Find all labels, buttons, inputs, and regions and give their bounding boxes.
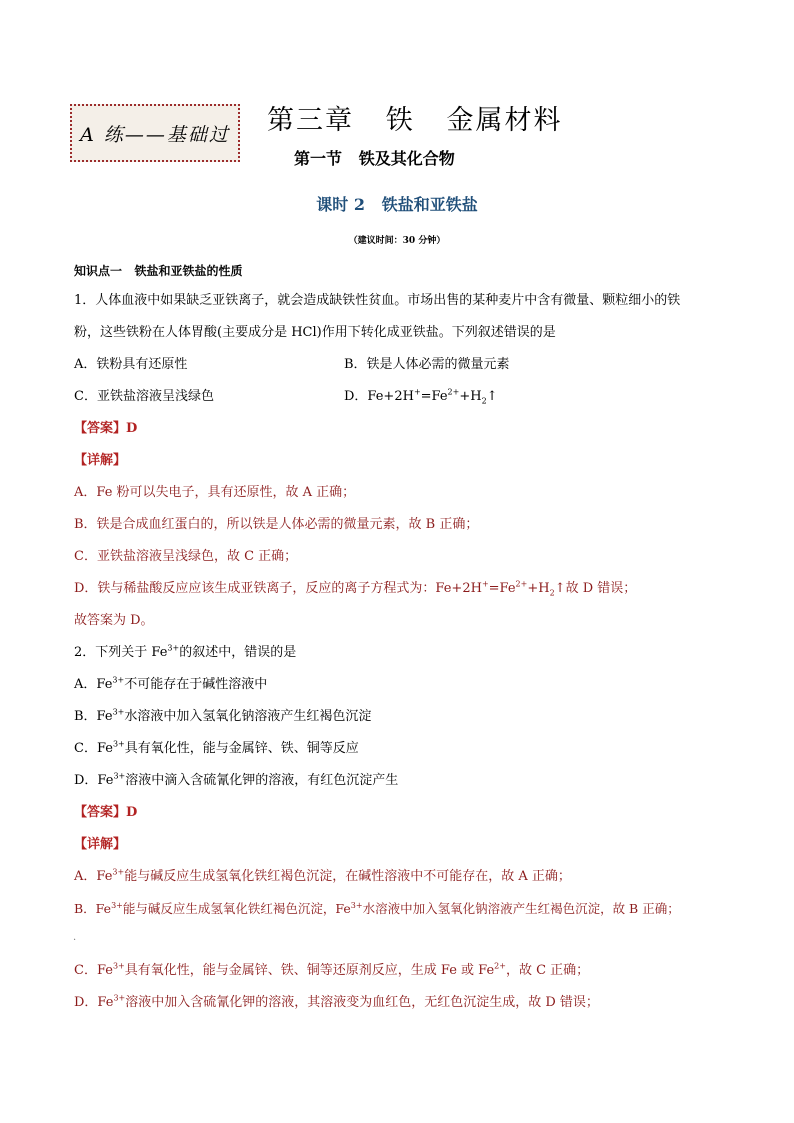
q2-stem: 2．下列关于 $Fe^{3+}$的叙述中，错误的是 — [74, 643, 297, 660]
section-badge — [70, 104, 240, 162]
q2-answer: 【答案】D — [74, 805, 138, 820]
time-hint: （建议时间：30 分钟） — [348, 236, 446, 246]
badge-label: A 练——基础过 — [80, 124, 230, 146]
q2-explain-a: A．$Fe^{3+}$能与碱反应生成氢氧化铁红褐色沉淀，在碱性溶液中不可能存在，故 A 正确； — [74, 867, 571, 884]
q2-option-c: C．$Fe^{3+}$具有氧化性，能与金属锌、铁、铜等反应 — [74, 739, 359, 756]
q1-conclusion: 故答案为 D。 — [74, 613, 154, 628]
q2-explain-b: B．$Fe^{3+}$能与碱反应生成氢氧化铁红褐色沉淀，$Fe^{3+}$水溶液中加入氢氧化钠溶液产生红褐色沉淀，故 B 正确； — [74, 900, 680, 916]
q1-option-b: B．铁是人体必需的微量元素 — [344, 357, 510, 372]
q2-option-b: B．$Fe^{3+}$水溶液中加入氢氧化钠溶液产生红褐色沉淀 — [74, 707, 372, 724]
q2-explain-d: D．$Fe^{3+}$溶液中加入含硫氰化钾的溶液，其溶液变为血红色，无红色沉淀生成，故 D 错误； — [74, 993, 599, 1010]
q1-option-d: D．$Fe+2H^+=Fe^{2+}+H_2↑$ — [344, 387, 498, 406]
q1-explain-a: A．Fe 粉可以失电子，具有还原性，故 A 正确； — [74, 485, 356, 500]
q2-option-a: A．$Fe^{3+}$不可能存在于碱性溶液中 — [74, 675, 268, 692]
section-title: 第一节 铁及其化合物 — [294, 149, 455, 168]
q1-explain-b: B．铁是合成血红蛋白的，所以铁是人体必需的微量元素，故 B 正确； — [74, 517, 479, 532]
q1-option-c: C．亚铁盐溶液呈浅绿色 — [74, 389, 214, 404]
paragraph-mark: . — [73, 932, 77, 943]
q2-explain-c: C．$Fe^{3+}$具有氧化性，能与金属锌、铁、铜等还原剂反应，生成 Fe 或 $Fe^{2+}$，故 C 正确； — [74, 961, 590, 978]
q1-explain-c: C．亚铁盐溶液呈浅绿色，故 C 正确； — [74, 549, 298, 564]
q2-option-d: D．$Fe^{3+}$溶液中滴入含硫氰化钾的溶液，有红色沉淀产生 — [74, 771, 399, 788]
q1-stem-line2: 粉，这些铁粉在人体胃酸(主要成分是 HCl)作用下转化成亚铁盐。下列叙述错误的是 — [74, 325, 556, 340]
q1-explain-d: D．铁与稀盐酸反应应该生成亚铁离子，反应的离子方程式为：$Fe+2H^+=Fe^{2+}+H_2↑$故 D 错误； — [74, 579, 637, 598]
q1-option-a: A．铁粉具有还原性 — [74, 357, 188, 372]
q1-answer: 【答案】D — [74, 421, 138, 436]
lesson-title: 课时 2 铁盐和亚铁盐 — [316, 195, 478, 214]
chapter-title: 第三章 铁 金属材料 — [267, 105, 563, 136]
q2-detail-label: 【详解】 — [74, 837, 127, 852]
q1-stem-line1: 1．人体血液中如果缺乏亚铁离子，就会造成缺铁性贫血。市场出售的某种麦片中含有微量、颗粒细小的铁 — [74, 293, 681, 308]
knowledge-point-heading: 知识点一 铁盐和亚铁盐的性质 — [74, 264, 243, 278]
q1-detail-label: 【详解】 — [74, 453, 127, 468]
